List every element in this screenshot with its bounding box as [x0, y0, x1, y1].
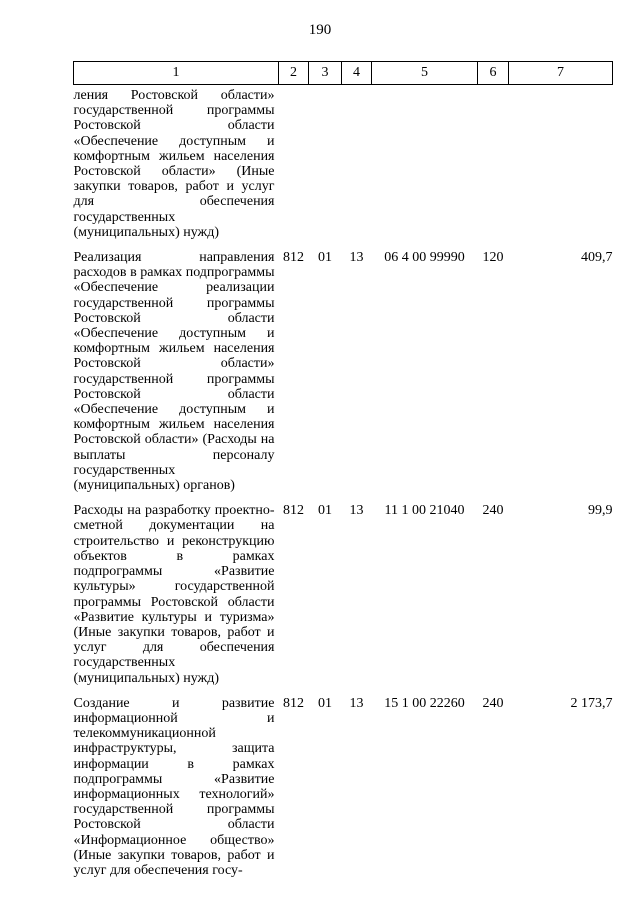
table-row	[74, 250, 613, 503]
amount: 99,9	[588, 503, 613, 519]
target-article-code: 15 1 00 22260	[384, 695, 465, 711]
column-header: 5	[372, 62, 478, 85]
expense-type-code: 240	[482, 695, 504, 711]
table-row	[74, 85, 613, 251]
section-code: 01	[318, 503, 332, 519]
target-article-code	[372, 85, 478, 251]
ministry-code: 812	[283, 250, 304, 266]
ministry-code: 812	[283, 695, 304, 711]
subsection-code: 13	[349, 695, 364, 711]
expense-type-code: 120	[482, 250, 504, 266]
ministry-code: 812	[283, 503, 304, 519]
row-description: Создание и развитие информационной и телекоммуникационной инфраструктуры, защита информации в рамках подпрограммы «Развитие информационных технологий» государственной программы Ростовской области «Информационное общество» (Иные закупки товаров, работ и услуг для обеспечения госу-	[73, 695, 275, 878]
amount: 2 173,7	[570, 695, 613, 711]
row-description: Реализация направления расходов в рамках подпрограммы «Обеспечение реализации государственной программы Ростовской области «Обеспечение доступным и комфортным жильем населения Ростовской области» государственной программы Ростовской области «Обеспечение доступным и комфортным жильем населения Ростовской области» (Расходы на выплаты персоналу государственных (муниципальных) органов)	[73, 250, 275, 494]
table-row	[74, 503, 613, 695]
row-description: ления Ростовской области» государственной программы Ростовской области «Обеспечение доступным и комфортным жильем населения Ростовской области» (Иные закупки товаров, работ и услуг для обеспечения государственных (муниципальных) нужд)	[73, 88, 275, 240]
column-header: 6	[478, 62, 509, 85]
column-header: 1	[74, 62, 279, 85]
header-row	[74, 62, 613, 85]
target-article-code: 11 1 00 21040	[384, 503, 465, 519]
section-code: 01	[318, 250, 332, 266]
target-article-code: 06 4 00 99990	[384, 250, 465, 266]
column-header: 2	[279, 62, 309, 85]
column-header: 7	[509, 62, 613, 85]
budget-table	[73, 61, 613, 888]
ministry-code	[279, 85, 309, 251]
subsection-code	[342, 85, 372, 251]
expense-type-code	[478, 85, 509, 251]
table-row	[74, 696, 613, 888]
subsection-code: 13	[349, 503, 364, 519]
expense-type-code: 240	[482, 503, 504, 519]
row-description: Расходы на разработку проектно-сметной документации на строительство и реконструкцию объектов в рамках подпрограммы «Развитие культуры» государственной программы Ростовской области «Развитие культуры и туризма» (Иные закупки товаров, работ и услуг для обеспечения государственных (муниципальных) нужд)	[73, 503, 275, 686]
amount: 409,7	[581, 250, 613, 266]
column-header: 4	[342, 62, 372, 85]
section-code	[309, 85, 342, 251]
subsection-code: 13	[349, 250, 364, 266]
section-code: 01	[318, 695, 332, 711]
column-header: 3	[309, 62, 342, 85]
amount	[509, 85, 613, 251]
page-number: 190	[308, 22, 332, 38]
